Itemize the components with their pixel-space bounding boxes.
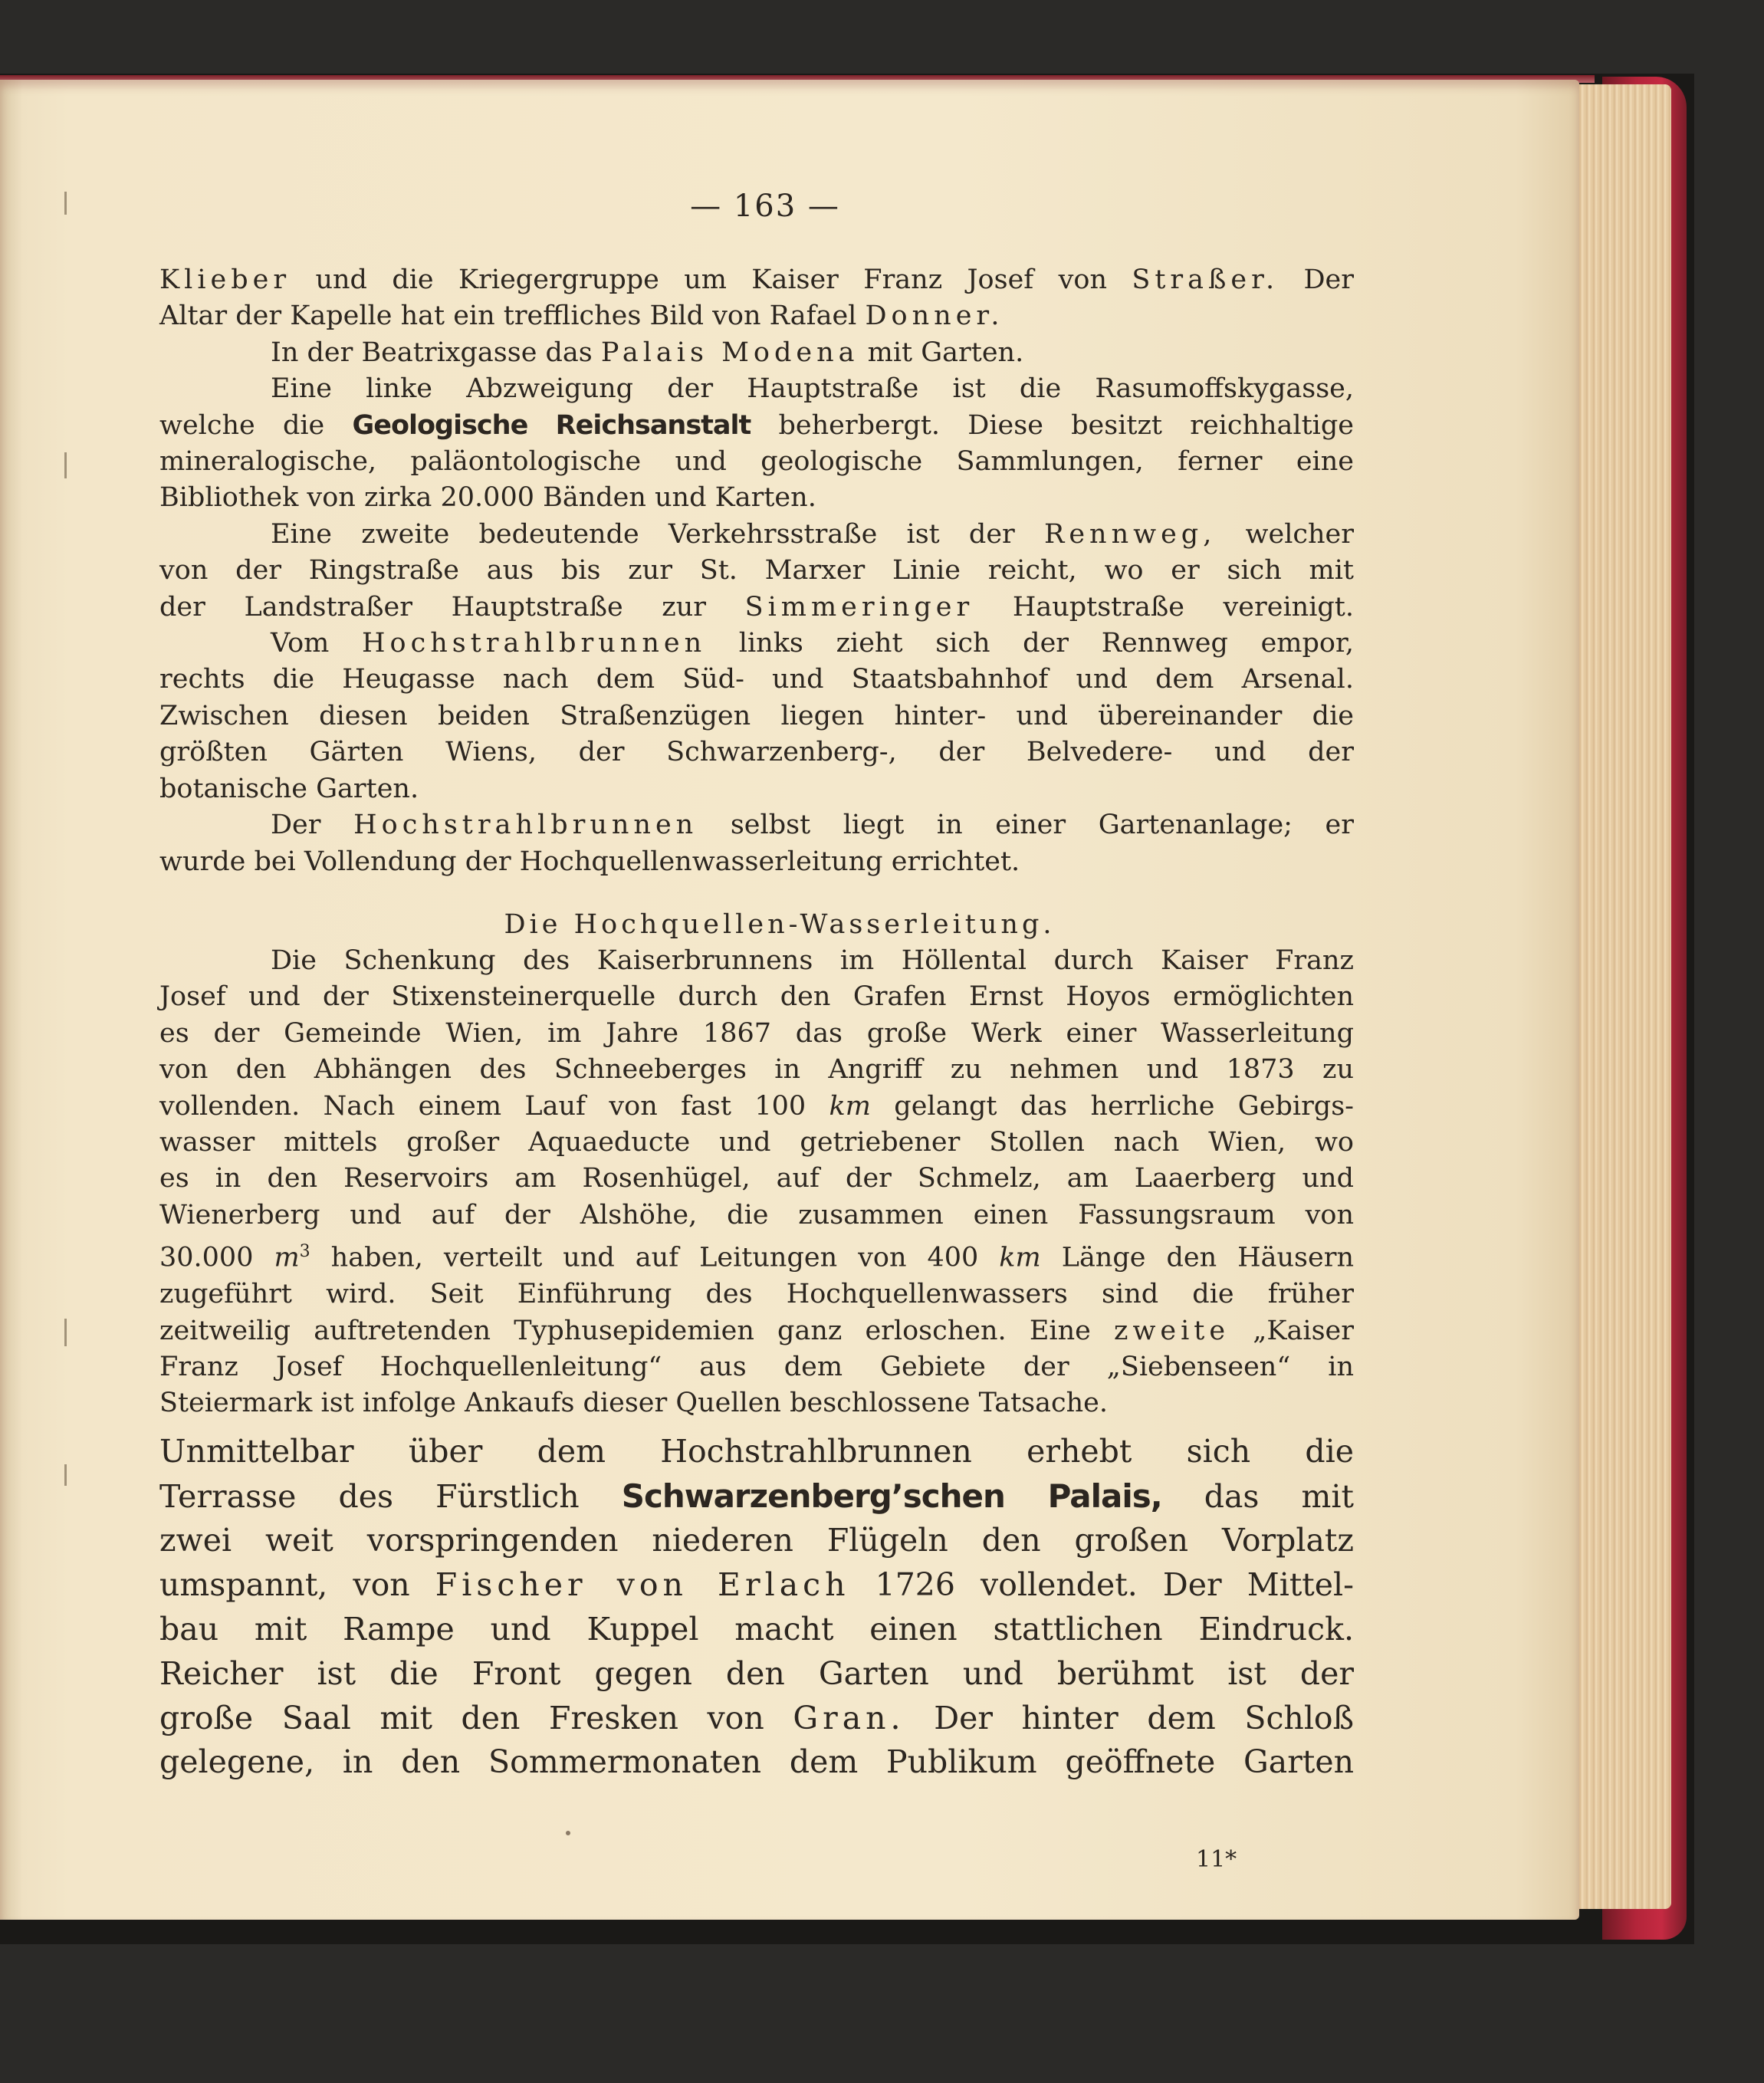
gutter-mark <box>64 452 67 478</box>
text-run: Der <box>1279 264 1354 295</box>
text-line: Franz Josef Hochquellenleitung“ aus dem Gebiete der „Siebenseen“ in <box>159 1352 1354 1383</box>
spaced-name: Klieber <box>159 264 291 295</box>
text-line: Bibliothek von zirka 20.000 Bänden und Karten. <box>159 482 816 514</box>
text-line <box>159 298 1354 334</box>
gutter-mark <box>64 1464 67 1486</box>
text-run: große Saal mit den Fresken von <box>159 1699 793 1736</box>
paragraph-3 <box>159 371 1354 517</box>
paragraph-1 <box>159 262 1354 335</box>
spaced-name: Donner. <box>865 301 1004 332</box>
ink-speck <box>566 1831 570 1835</box>
text-line <box>159 1697 1354 1741</box>
spaced-name: Straßer. <box>1132 264 1279 295</box>
spaced-name: Rennweg, <box>1043 518 1217 550</box>
text-run: Hauptstraße vereinigt. <box>974 591 1354 623</box>
unit-km: km <box>999 1242 1041 1273</box>
text-line: wurde bei Vollendung der Hochquellenwasserleitung errichtet. <box>159 846 1020 877</box>
text-line: Unmittelbar über dem Hochstrahlbrunnen erhebt sich die <box>159 1432 1354 1470</box>
text-line: wasser mittels großer Aquaeducte und getriebener Stollen nach Wien, wo <box>159 1126 1354 1158</box>
text-run: welche die <box>159 409 353 441</box>
text-run: Altar der Kapelle hat ein treffliches Bild von Rafael <box>159 301 866 332</box>
text-run: Der <box>271 810 354 841</box>
text-line <box>159 626 1354 662</box>
text-line: zwei weit vorspringenden niederen Flügeln den großen Vorplatz <box>159 1522 1354 1559</box>
text-run: welcher <box>1216 518 1355 550</box>
text-line <box>159 807 1354 843</box>
text-line: Die Schenkung des Kaiserbrunnens im Höllental durch Kaiser Franz <box>271 945 1354 976</box>
paragraph-5 <box>159 626 1354 807</box>
text-line <box>159 408 1354 444</box>
text-line: gelegene, in den Sommermonaten dem Publikum geöffnete Garten <box>159 1743 1354 1781</box>
gutter-mark <box>64 1319 67 1346</box>
text-line <box>159 1089 1354 1125</box>
text-run: vollenden. Nach einem Lauf von fast 100 <box>159 1090 829 1122</box>
text-line: es in den Reservoirs am Rosenhügel, auf der Schmelz, am Laaerberg und <box>159 1163 1354 1194</box>
text-line: bau mit Rampe und Kuppel macht einen stattlichen Eindruck. <box>159 1611 1354 1648</box>
text-line: Eine linke Abzweigung der Hauptstraße ist die Rasumoffskygasse, <box>271 373 1354 405</box>
page-block-edges <box>1564 84 1671 1909</box>
spaced-word: zweite <box>1114 1315 1230 1346</box>
text-run: „Kaiser <box>1230 1315 1355 1346</box>
text-run: In der Beatrixgasse das <box>271 337 601 368</box>
text-line <box>271 335 1354 371</box>
paragraph-7 <box>159 943 1354 1422</box>
text-run: beherbergt. Diese besitzt reichhaltige <box>751 409 1354 441</box>
text-line <box>159 1563 1354 1608</box>
text-run: mit Garten. <box>859 337 1024 368</box>
text-line: botanische Garten. <box>159 773 419 804</box>
text-line <box>159 262 1354 298</box>
page-text <box>159 262 1354 1785</box>
text-line: größten Gärten Wiens, der Schwarzenberg-, der Belvedere- und der <box>159 737 1354 768</box>
text-run: und die Kriegergruppe um Kaiser Franz Josef von <box>291 264 1132 295</box>
page-number: — 163 — <box>690 189 840 224</box>
text-run: Länge den Häusern <box>1040 1242 1355 1273</box>
unit-m: m <box>274 1242 300 1273</box>
text-run: Terrasse des Fürstlich <box>159 1477 622 1515</box>
text-run: Vom <box>271 628 362 659</box>
superscript: 3 <box>299 1242 310 1262</box>
spaced-name: Fischer von Erlach <box>435 1566 850 1604</box>
text-run: umspannt, von <box>159 1566 435 1604</box>
spaced-name: Palais Modena <box>600 337 859 368</box>
paragraph-8 <box>159 1430 1354 1785</box>
text-run: selbst liegt in einer Gartenanlage; er <box>698 810 1354 841</box>
text-run: der Landstraßer Hauptstraße zur <box>159 591 745 623</box>
text-run: zeitweilig auftretenden Typhusepidemien ganz erloschen. Eine <box>159 1315 1114 1346</box>
text-line <box>159 517 1354 553</box>
unit-km: km <box>829 1090 871 1122</box>
text-line: mineralogische, paläontologische und geologische Sammlungen, ferner eine <box>159 446 1354 478</box>
text-line: Reicher ist die Front gegen den Garten und berühmt ist der <box>159 1654 1354 1692</box>
text-line: rechts die Heugasse nach dem Süd- und Staatsbahnhof und dem Arsenal. <box>159 664 1354 695</box>
paragraph-4 <box>159 517 1354 626</box>
text-line <box>159 1474 1354 1520</box>
spaced-name: Hochstrahlbrunnen <box>362 628 707 659</box>
spaced-name: Gran. <box>793 1699 905 1736</box>
section-heading: Die Hochquellen-Wasserleitung. <box>504 908 1056 940</box>
spaced-name: Hochstrahlbrunnen <box>353 810 698 841</box>
text-run: links zieht sich der Rennweg empor, <box>706 628 1354 659</box>
text-run: gelangt das herrliche Gebirgs- <box>870 1090 1354 1122</box>
paragraph-6 <box>159 807 1354 880</box>
text-line: von den Abhängen des Schneeberges in Angriff zu nehmen und 1873 zu <box>159 1054 1354 1086</box>
text-line: von der Ringstraße aus bis zur St. Marxer Linie reicht, wo er sich mit <box>159 555 1354 586</box>
text-run: Der hinter dem Schloß <box>905 1699 1355 1736</box>
spaced-name: Simmeringer <box>744 591 974 623</box>
signature-mark: 11* <box>1196 1846 1237 1873</box>
text-run: Eine zweite bedeutende Verkehrsstraße ist der <box>271 518 1044 550</box>
text-line: Steiermark ist infolge Ankaufs dieser Quellen beschlossene Tatsache. <box>159 1388 1108 1419</box>
text-line <box>159 590 1354 626</box>
text-run: das mit <box>1161 1477 1355 1515</box>
text-line: Wienerberg und auf der Alshöhe, die zusammen einen Fassungsraum von <box>159 1199 1354 1230</box>
text-line: es der Gemeinde Wien, im Jahre 1867 das große Werk einer Wasserleitung <box>159 1017 1354 1049</box>
text-run: 1726 vollendet. Der Mittel- <box>849 1566 1355 1604</box>
paragraph-2 <box>159 335 1354 371</box>
text-line: Josef und der Stixensteinerquelle durch den Grafen Ernst Hoyos ermöglichten <box>159 981 1354 1013</box>
text-line: zugeführt wird. Seit Einführung des Hochquellenwassers sind die früher <box>159 1279 1354 1310</box>
text-line <box>159 1234 1354 1276</box>
text-run: 30.000 <box>159 1242 274 1273</box>
bold-term: Schwarzenberg’schen Palais, <box>621 1477 1162 1515</box>
text-run: haben, verteilt und auf Leitungen von 400 <box>310 1242 1000 1273</box>
bold-term: Geologische Reichsanstalt <box>352 409 751 441</box>
text-line: Zwischen diesen beiden Straßenzügen liegen hinter- und übereinander die <box>159 700 1354 731</box>
text-line <box>159 1313 1354 1349</box>
gutter-mark <box>64 192 67 215</box>
